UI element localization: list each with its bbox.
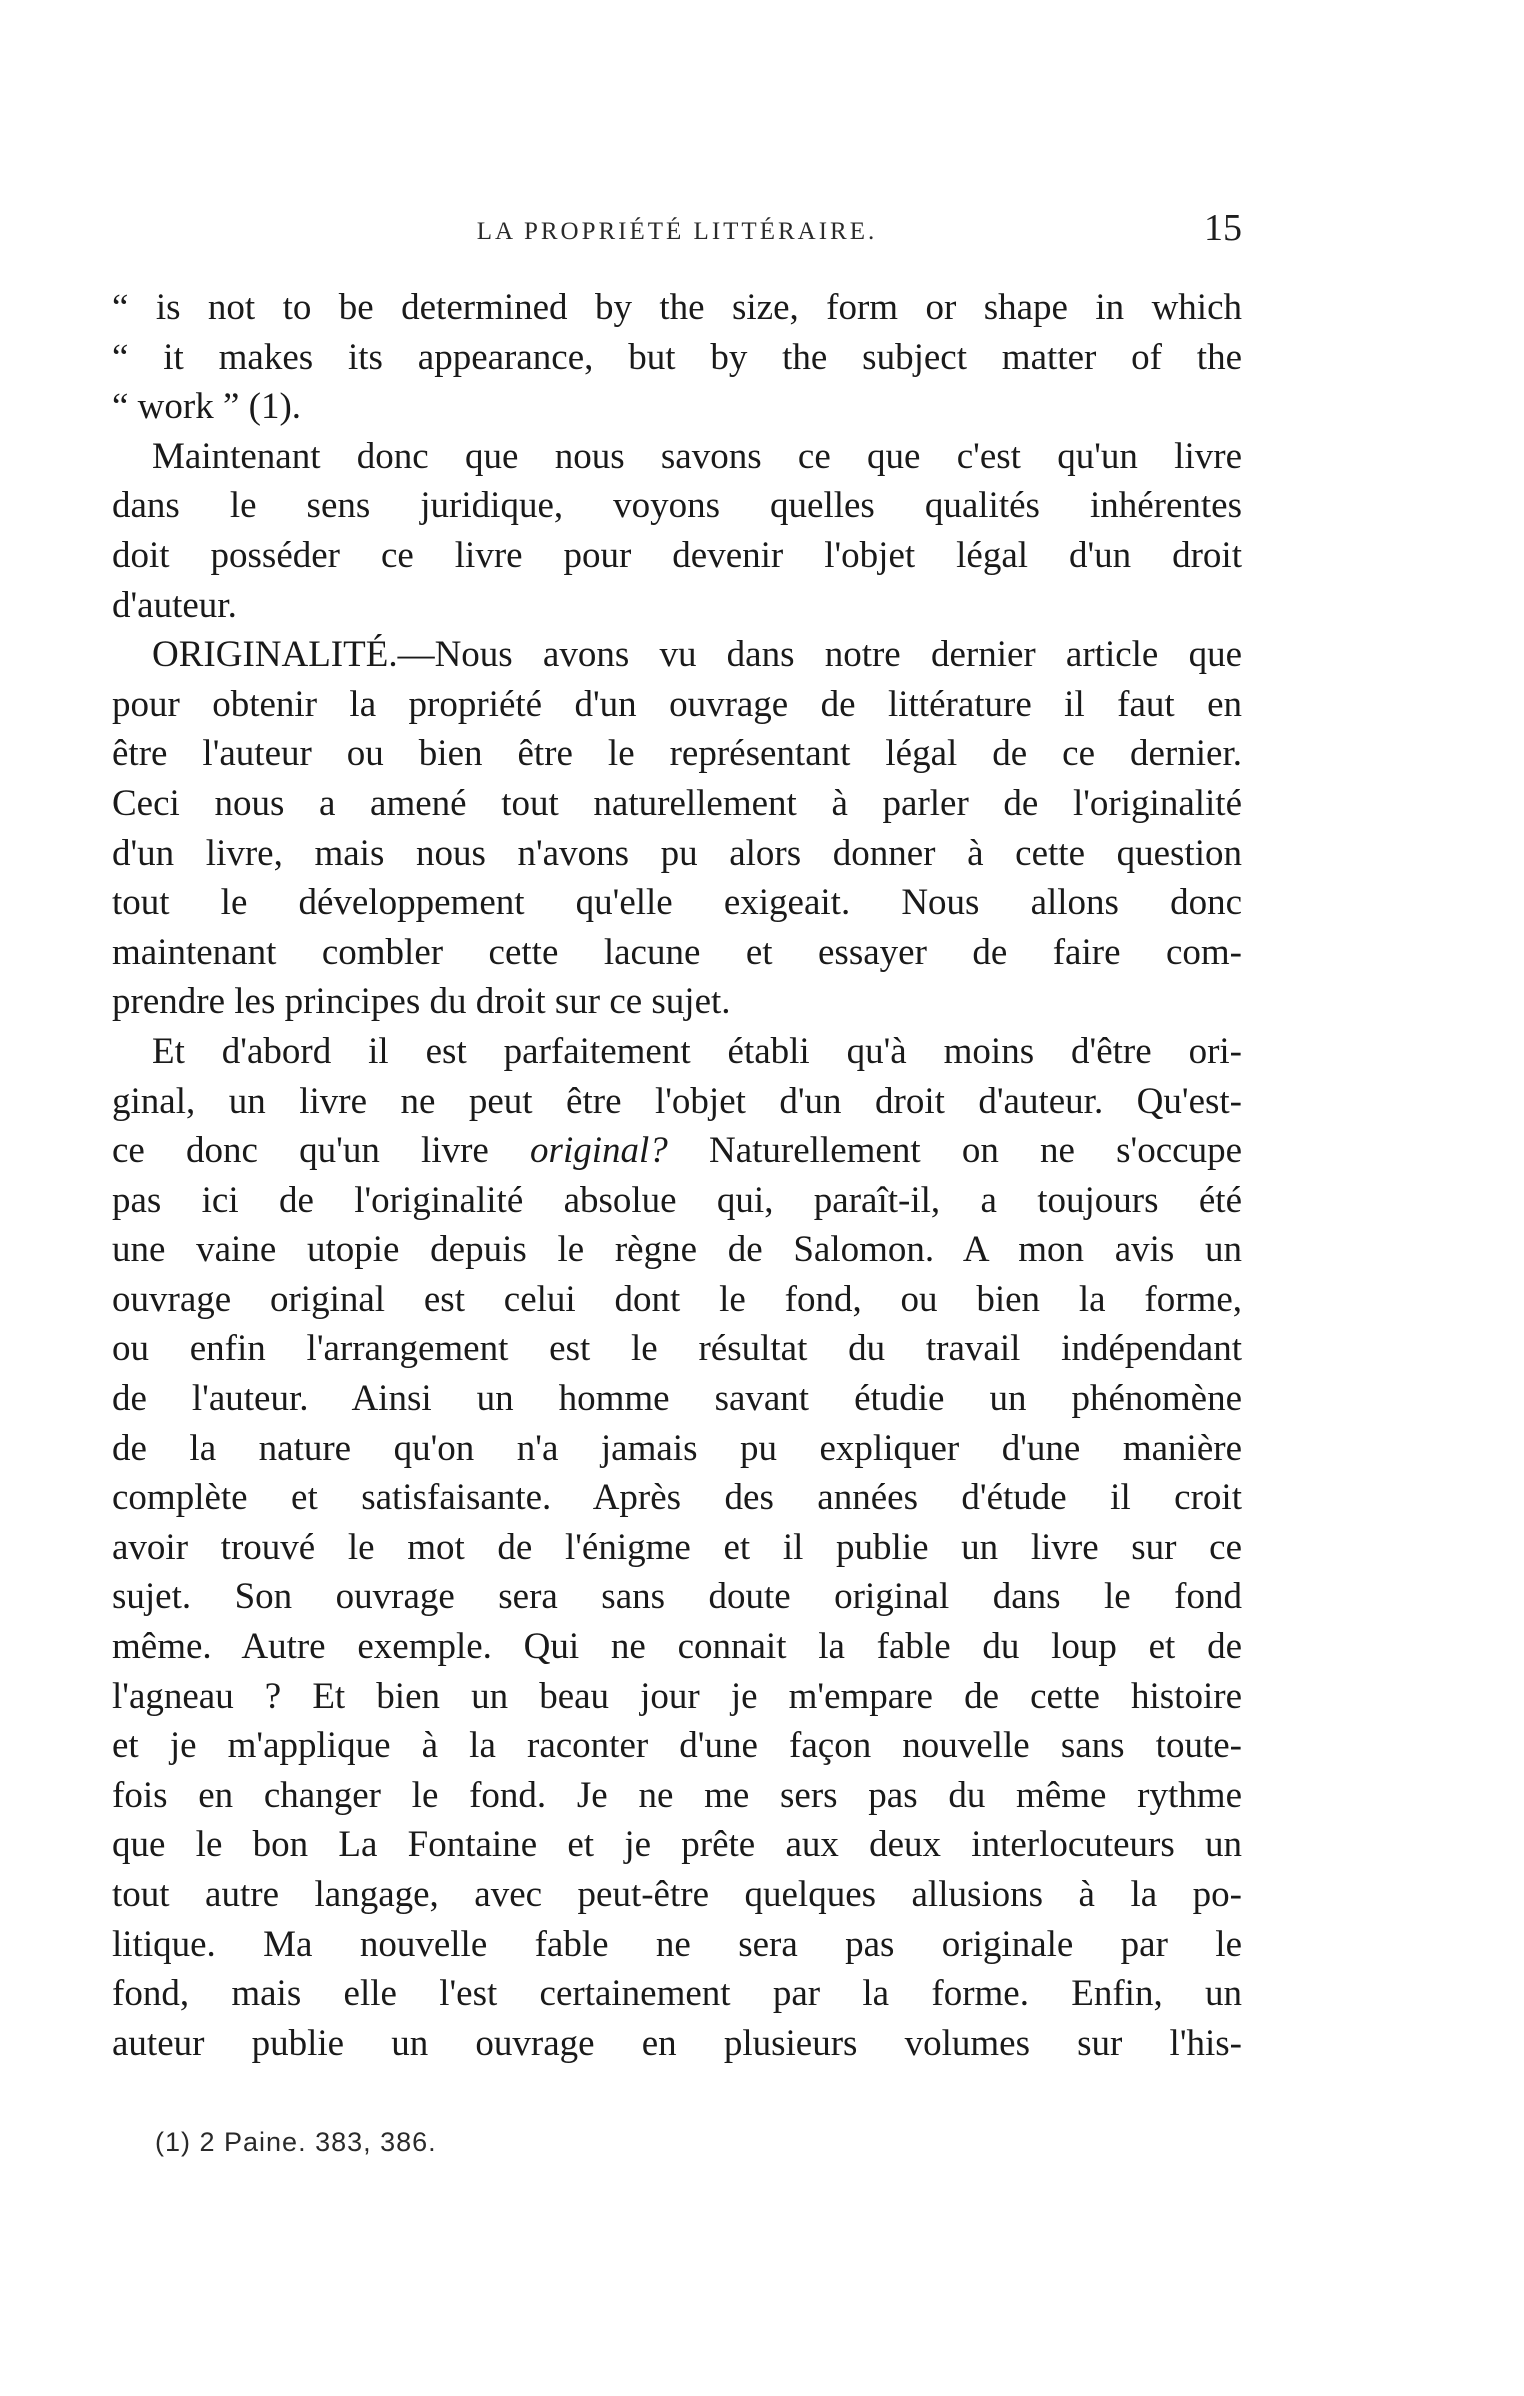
text-line: ouvrage original est celui dont le fond, ou bien la forme,	[112, 1278, 1242, 1320]
text-line: “ it makes its appearance, but by the subject matter of the	[112, 336, 1242, 378]
text-line: doit posséder ce livre pour devenir l'objet légal d'un droit	[112, 534, 1242, 576]
footnote: (1) 2 Paine. 383, 386.	[155, 2127, 437, 2157]
section-heading-line	[112, 630, 1242, 680]
text-line: d'un livre, mais nous n'avons pu alors donner à cette question	[112, 832, 1242, 874]
text-line: Maintenant donc que nous savons ce que c'est qu'un livre	[152, 435, 1242, 477]
text-line: l'agneau ? Et bien un beau jour je m'empare de cette histoire	[112, 1675, 1242, 1717]
text-line: de la nature qu'on n'a jamais pu expliquer d'une manière	[112, 1427, 1242, 1469]
text-line: pas ici de l'originalité absolue qui, paraît-il, a toujours été	[112, 1179, 1242, 1221]
text-line: être l'auteur ou bien être le représentant légal de ce dernier.	[112, 733, 1242, 775]
text-line: ou enfin l'arrangement est le résultat du travail indépendant	[112, 1328, 1242, 1370]
italic-word: original?	[530, 1130, 668, 1172]
text-line: Et d'abord il est parfaitement établi qu'à moins d'être ori-	[152, 1030, 1242, 1072]
text-line: sujet. Son ouvrage sera sans doute original dans le fond	[112, 1576, 1242, 1618]
text-line: et je m'applique à la raconter d'une façon nouvelle sans toute-	[112, 1725, 1242, 1767]
line-part: ce donc qu'un livre	[112, 1130, 531, 1172]
heading-line-text: —Nous avons vu dans notre dernier article que	[397, 634, 1242, 676]
text-line: ginal, un livre ne peut être l'objet d'un droit d'auteur. Qu'est-	[112, 1080, 1242, 1122]
text-line: d'auteur.	[112, 584, 237, 626]
text-line: maintenant combler cette lacune et essayer de faire com-	[112, 931, 1242, 973]
text-line: dans le sens juridique, voyons quelles qualités inhérentes	[112, 485, 1242, 527]
line-part: Naturellement on ne s'occupe	[667, 1130, 1242, 1172]
body-text	[112, 283, 1242, 2068]
text-line: de l'auteur. Ainsi un homme savant étudie un phénomène	[112, 1378, 1242, 1420]
text-line: fois en changer le fond. Je ne me sers pas du même rythme	[112, 1774, 1242, 1816]
running-head: LA PROPRIÉTÉ LITTÉRAIRE.	[476, 218, 878, 245]
text-line: “ is not to be determined by the size, form or shape in which	[112, 287, 1242, 328]
text-line: tout le développement qu'elle exigeait. Nous allons donc	[112, 882, 1242, 924]
text-line: tout autre langage, avec peut-être quelques allusions à la po-	[112, 1874, 1242, 1915]
text-line: “ work ” (1).	[112, 386, 302, 428]
text-line: Ceci nous a amené tout naturellement à parler de l'originalité	[112, 782, 1242, 824]
text-line: avoir trouvé le mot de l'énigme et il publie un livre sur ce	[112, 1526, 1242, 1568]
page-number: 15	[1204, 207, 1242, 249]
text-line: fond, mais elle l'est certainement par la forme. Enfin, un	[112, 1973, 1242, 2015]
text-line: complète et satisfaisante. Après des années d'étude il croit	[112, 1477, 1242, 1519]
text-line: pour obtenir la propriété d'un ouvrage de littérature il faut en	[112, 683, 1242, 725]
text-line: que le bon La Fontaine et je prête aux deux interlocuteurs un	[112, 1824, 1242, 1866]
text-line: une vaine utopie depuis le règne de Salomon. A mon avis un	[112, 1229, 1242, 1271]
text-line: même. Autre exemple. Qui ne connait la fable du loup et de	[112, 1626, 1242, 1668]
text-line-with-italic	[112, 1126, 1242, 1176]
page-header	[112, 206, 1242, 256]
text-line: prendre les principes du droit sur ce sujet.	[112, 981, 731, 1023]
section-heading: ORIGINALITÉ.	[152, 634, 398, 676]
text-line: auteur publie un ouvrage en plusieurs volumes sur l'his-	[112, 2022, 1242, 2064]
text-line: litique. Ma nouvelle fable ne sera pas originale par le	[112, 1923, 1242, 1965]
